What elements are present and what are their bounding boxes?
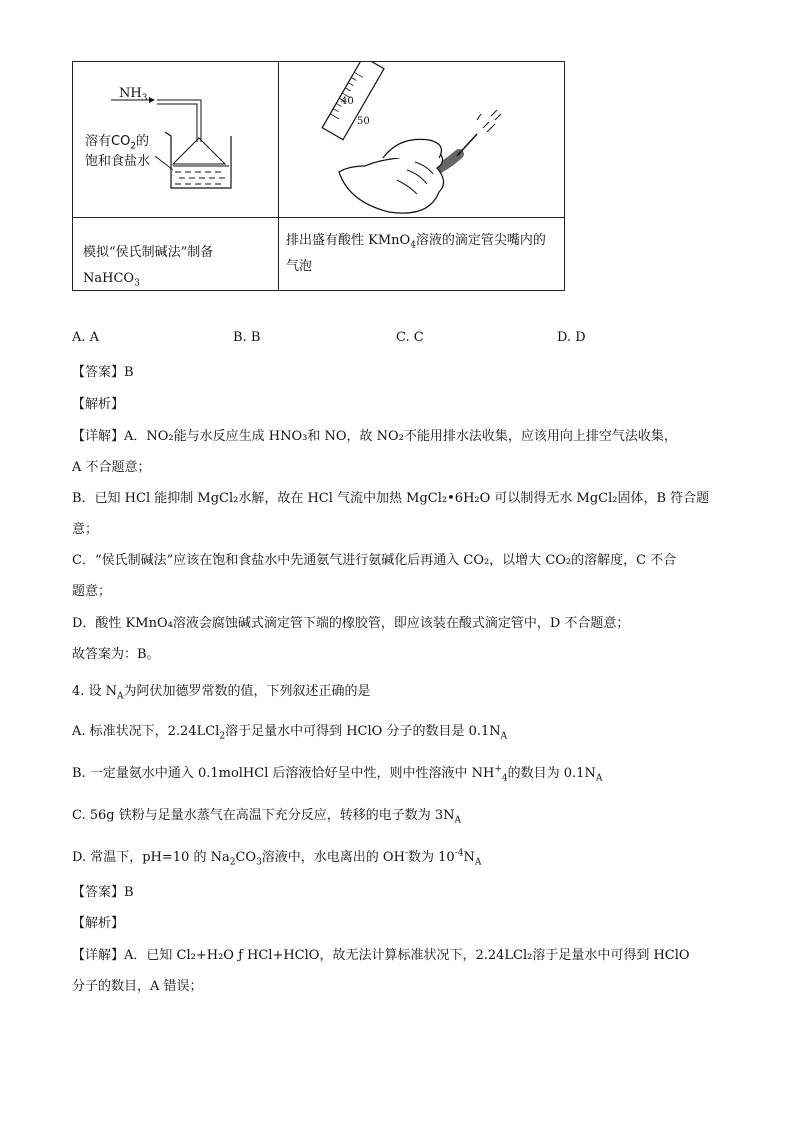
beaker-diagram	[73, 62, 278, 217]
q4-option-c: C. 56g 铁粉与足量水蒸气在高温下充分反应，转移的电子数为 $3N_A$	[72, 808, 462, 826]
q3-detail-line-6: 题意；	[72, 584, 112, 599]
q3-option-b: B. B	[233, 330, 261, 345]
solution-label-line2: 饱和食盐水	[85, 154, 151, 169]
burette-tick-40: 40	[341, 96, 354, 107]
table-divider-horizontal	[73, 217, 564, 218]
q3-detail-line-8: 故答案为：B。	[72, 647, 160, 662]
q3-detail-line-5: C．“侯氏制碱法”应该在饱和食盐水中先通氨气进行氨碱化后再通入 CO₂，以增大 CO₂的溶解度，C 不合	[72, 553, 677, 568]
q3-detail-line-7: D．酸性 KMnO₄溶液会腐蚀碱式滴定管下端的橡胶管，即应该装在酸式滴定管中，D 不合题意；	[72, 616, 630, 631]
q3-option-d: D. D	[557, 330, 586, 345]
q4-option-a: A. 标准状况下，2.24LCl$_2$溶于足量水中可得到 HClO 分子的数目是 $0.1N_A$	[72, 724, 508, 742]
q4-detail-line-1: 【详解】A．已知 Cl₂+H₂O ƒ HCl+HClO，故无法计算标准状况下，2.24LCl₂溶于足量水中可得到 HClO	[72, 948, 690, 963]
apparatus-table	[72, 61, 565, 291]
q3-detail-line-3: B．已知 HCl 能抑制 MgCl₂水解，故在 HCl 气流中加热 MgCl₂•6H₂O 可以制得无水 MgCl₂固体，B 符合题	[72, 491, 710, 506]
q3-detail-line-4: 意；	[72, 522, 99, 537]
q3-detail-line-1: 【详解】A．NO₂能与水反应生成 HNO₃和 NO，故 NO₂不能用排水法收集，应该用向上排空气法收集，	[72, 429, 677, 444]
q4-answer: 【答案】B	[72, 885, 134, 900]
q3-option-a: A. A	[72, 330, 100, 345]
q4-stem: 4. 设 $N_A$为阿伏加德罗常数的值，下列叙述正确的是	[72, 684, 371, 702]
left-caption: 模拟“侯氏制碱法”制备 NaHCO$_3$	[83, 245, 214, 289]
burette-tick-50: 50	[357, 116, 370, 127]
q3-analysis-label: 【解析】	[72, 397, 125, 412]
burette-hand-diagram	[279, 62, 566, 217]
q3-detail-line-2: A 不合题意；	[72, 460, 151, 475]
q4-analysis-label: 【解析】	[72, 916, 125, 931]
solution-label-line1: 溶有$CO_2$的	[85, 134, 150, 152]
left-figure	[73, 62, 278, 217]
q4-option-b: B. 一定量氨水中通入 0.1molHCl 后溶液恰好呈中性，则中性溶液中 $NH^+_4$的数目为 $0.1N_A$	[72, 764, 603, 784]
q3-option-c: C. C	[396, 330, 424, 345]
right-figure	[279, 62, 566, 217]
q3-answer: 【答案】B	[72, 365, 134, 380]
gas-label: $NH_3$	[119, 86, 148, 104]
q4-option-d: D. 常温下，pH=10 的 $Na_2CO_3$溶液中，水电离出的 OH-数为 $10^{-4}N_A$	[72, 848, 482, 868]
q4-detail-line-2: 分子的数目，A 错误；	[72, 979, 203, 994]
right-caption: 排出盛有酸性 KMnO$_4$溶液的滴定管尖嘴内的气泡	[286, 233, 546, 274]
